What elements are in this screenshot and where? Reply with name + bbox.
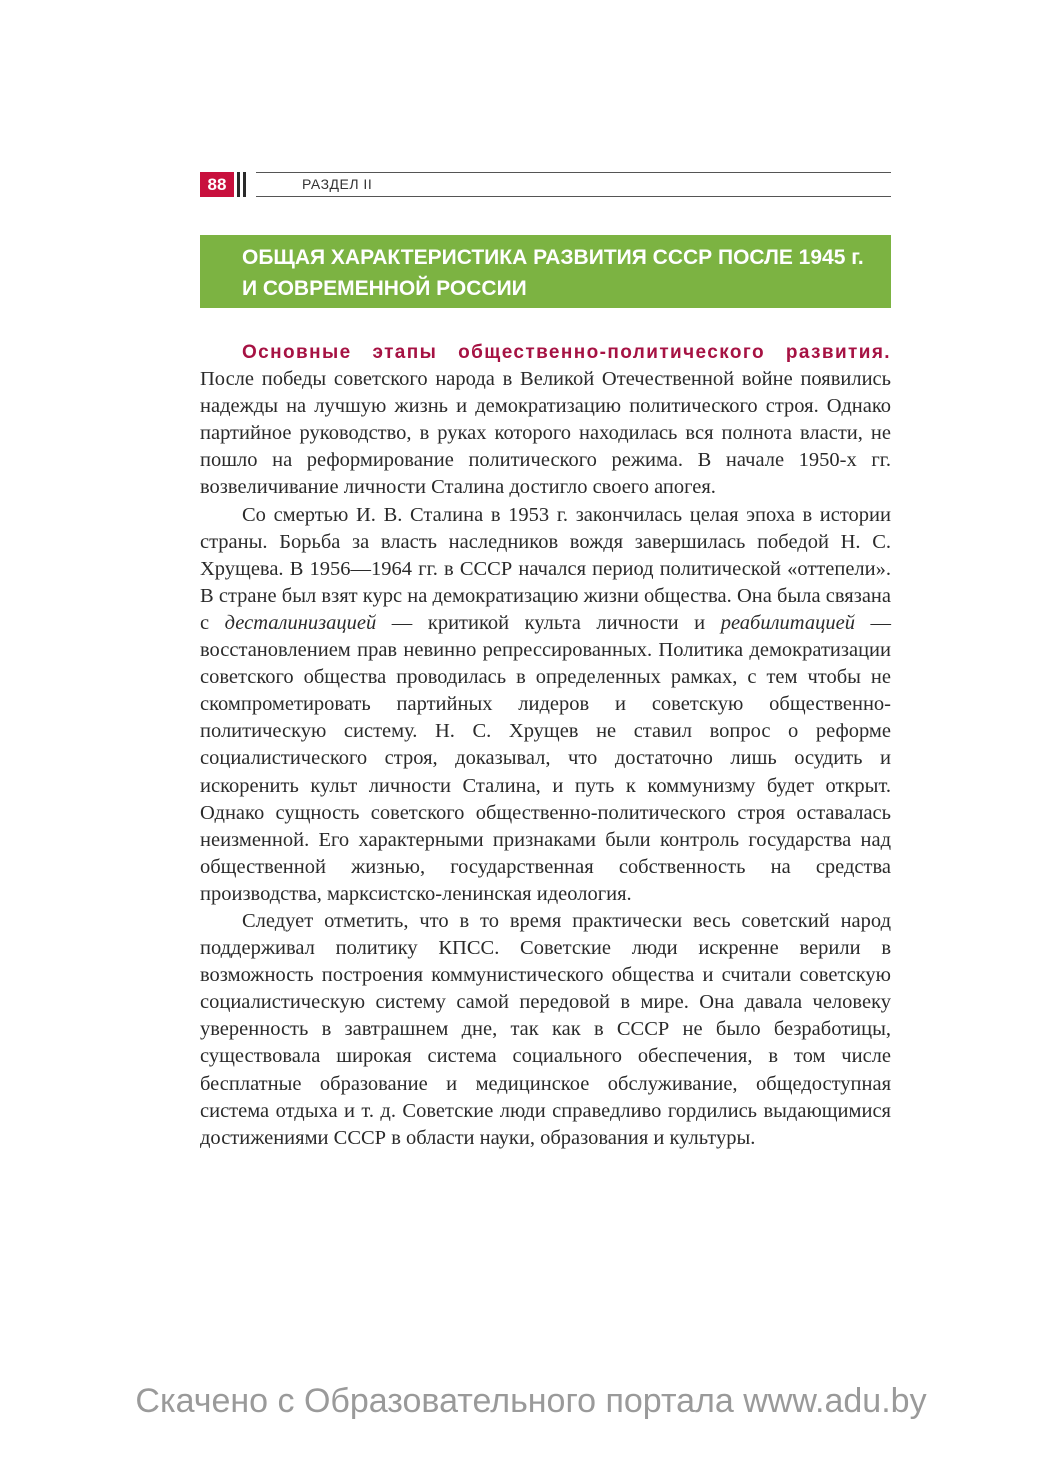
- paragraph-2: [200, 502, 891, 908]
- body-text: [200, 339, 891, 1152]
- header-rule-top: [256, 172, 891, 173]
- chapter-title-box: [200, 235, 891, 308]
- paragraph-text: — критикой культа личности и: [391, 611, 706, 634]
- header-bar: [243, 172, 246, 197]
- page-number: 88: [200, 172, 234, 197]
- header-bar: [237, 172, 240, 197]
- section-label: РАЗДЕЛ II: [302, 176, 373, 192]
- chapter-title-line-2: И СОВРЕМЕННОЙ РОССИИ: [242, 277, 527, 300]
- header-rule-bottom: [256, 196, 891, 197]
- paragraph-1: [200, 339, 891, 502]
- paragraph-text: Следует отметить, что в то время практически весь советский народ поддерживал политику КПСС. Советские люди искренне верили в возможность построения коммунистического общества и считали советскую социалистическую систему самой передовой в мире. Она давала человеку уверенность в завтрашнем дне, так как в СССР не было безработицы, существовала широкая система социального обеспечения, в том числе бесплатные образование и медицинское обслуживание, общедоступная система отдыха и т. д. Советские люди справедливо гордились выдающимися достижениями СССР в области науки, образования и культуры.: [200, 909, 891, 1149]
- italic-term: реабилитацией: [720, 611, 855, 634]
- paragraph-text: Со смертью И. В. Сталина в 1953 г. закончилась целая эпоха в истории страны. Борьба за власть наследников вождя завершилась победой Н. С. Хрущева. В 1956—1964 гг. в СССР начался период политической «оттепели». В стране был взят курс на демократизацию жизни общества. Она была связана с: [200, 503, 891, 634]
- paragraph-text: — восстановлением прав невинно репрессированных. Политика демократизации советского общества проводилась в определенных рамках, с тем чтобы не скомпрометировать партийных лидеров и советскую общественно-политическую систему. Н. С. Хрущев не ставил вопрос о реформе социалистического строя, доказывал, что достаточно лишь осудить и искоренить культ личности Сталина, и путь к коммунизму будет открыт. Однако сущность советского общественно-политического строя оставалась неизменной. Его характерными признаками были контроль государства над общественной жизнью, государственная собственность на средства производства, марксистско-ленинская идеология.: [200, 611, 892, 905]
- paragraph-text: После победы советского народа в Великой Отечественной войне появились надежды на лучшую жизнь и демократизацию политического строя. Однако партийное руководство, в руках которого находилась вся полнота власти, не пошло на реформирование политического режима. В начале 1950-х гг. возвеличивание личности Сталина достигло своего апогея.: [200, 368, 891, 499]
- paragraph-lead-heading: Основные этапы общественно-политического развития.: [242, 342, 891, 363]
- paragraph-3: [200, 908, 891, 1152]
- italic-term: десталинизацией: [224, 611, 377, 634]
- download-watermark: Скачено с Образовательного портала www.adu.by: [135, 1382, 927, 1420]
- page-header: [200, 172, 891, 198]
- chapter-title-line-1: ОБЩАЯ ХАРАКТЕРИСТИКА РАЗВИТИЯ СССР ПОСЛЕ 1945 г.: [242, 246, 864, 269]
